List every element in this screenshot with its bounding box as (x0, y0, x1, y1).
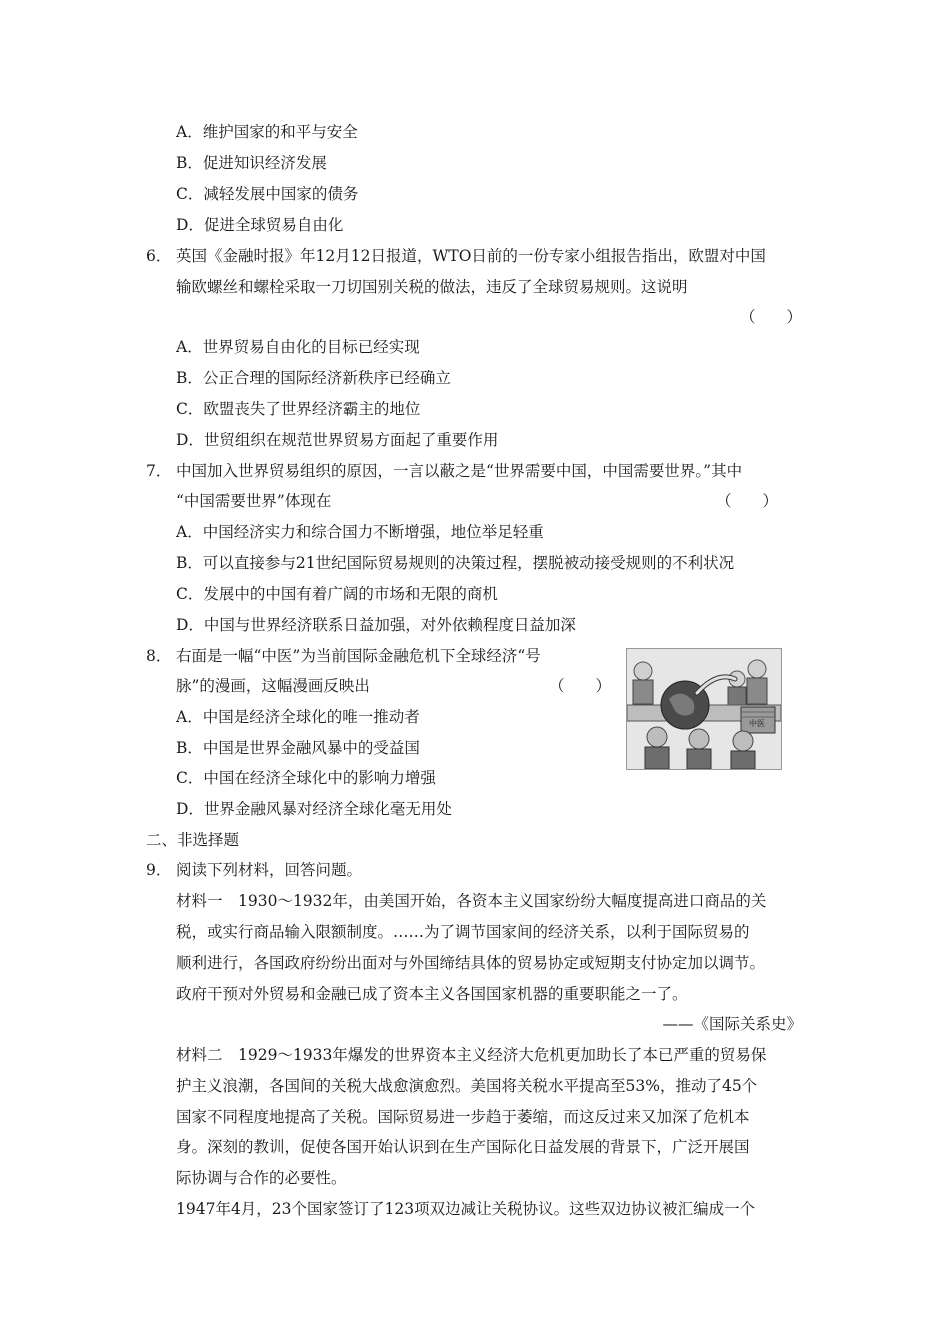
q6-stem-line2: 输欧螺丝和螺栓采取一刀切国别关税的做法，违反了全球贸易规则。这说明 (176, 278, 688, 296)
q7-option-b: B．可以直接参与21世纪国际贸易规则的决策过程，摆脱被动接受规则的不利状况 (176, 554, 735, 572)
q5-option-a: A．维护国家的和平与安全 (176, 123, 358, 141)
q7-answer-bracket: （ ） (716, 492, 779, 510)
q9-material2-line5: 际协调与合作的必要性。 (176, 1169, 347, 1187)
q8-stem-line1: 右面是一幅“中医”为当前国际金融危机下全球经济“号 (176, 647, 541, 665)
q8-option-b: B．中国是世界金融风暴中的受益国 (176, 739, 420, 757)
q9-number: 9． (146, 861, 172, 879)
q7-option-c: C．发展中的中国有着广阔的市场和无限的商机 (176, 585, 498, 603)
q9-material1-source: ——《国际关系史》 (662, 1015, 802, 1033)
q6-stem-line1: 英国《金融时报》年12月12日报道，WTO日前的一份专家小组报告指出，欧盟对中国 (176, 247, 766, 265)
q9-material2-line6: 1947年4月，23个国家签订了123项双边减让关税协议。这些双边协议被汇编成一个 (176, 1200, 756, 1218)
q9-material2-line1: 材料二 1929～1933年爆发的世界资本主义经济大危机更加助长了本已严重的贸易保 (176, 1046, 767, 1064)
q9-material1-line1: 材料一 1930～1932年，由美国开始，各资本主义国家纷纷大幅度提高进口商品的关 (176, 892, 767, 910)
q7-option-d: D．中国与世界经济联系日益加强，对外依赖程度日益加深 (176, 616, 576, 634)
q6-answer-bracket: （ ） (739, 308, 802, 326)
q8-option-c: C．中国在经济全球化中的影响力增强 (176, 769, 436, 787)
q9-material1-line4: 政府干预对外贸易和金融已成了资本主义各国国家机器的重要职能之一了。 (176, 985, 688, 1003)
q6-option-a: A．世界贸易自由化的目标已经实现 (176, 338, 420, 356)
q7-stem-line1: 中国加入世界贸易组织的原因，一言以蔽之是“世界需要中国，中国需要世界。”其中 (176, 462, 743, 480)
chinese-doctor-cartoon (626, 648, 782, 770)
q9-material1-line2: 税，或实行商品输入限额制度。……为了调节国家间的经济关系，以利于国际贸易的 (176, 923, 750, 941)
q5-option-c: C．减轻发展中国家的债务 (176, 185, 359, 203)
q8-option-d: D．世界金融风暴对经济全球化毫无用处 (176, 800, 452, 818)
cartoon-label: 中医 (749, 719, 765, 728)
q8-answer-bracket: （ ） (549, 677, 612, 695)
q6-option-b: B．公正合理的国际经济新秩序已经确立 (176, 369, 451, 387)
q9-material2-line3: 国家不同程度地提高了关税。国际贸易进一步趋于萎缩，而这反过来又加深了危机本 (176, 1108, 750, 1126)
q8-option-a: A．中国是经济全球化的唯一推动者 (176, 708, 420, 726)
q6-option-d: D．世贸组织在规范世界贸易方面起了重要作用 (176, 431, 499, 449)
q9-stem: 阅读下列材料，回答问题。 (176, 861, 363, 879)
q5-option-b: B．促进知识经济发展 (176, 154, 327, 172)
q7-number: 7． (146, 462, 172, 480)
q9-material1-line3: 顺利进行，各国政府纷纷出面对与外国缔结具体的贸易协定或短期支付协定加以调节。 (176, 954, 766, 972)
section-title: 二、非选择题 (146, 831, 240, 849)
q9-material2-line4: 身。深刻的教训，促使各国开始认识到在生产国际化日益发展的背景下，广泛开展国 (176, 1138, 750, 1156)
q8-number: 8． (146, 647, 172, 665)
q7-option-a: A．中国经济实力和综合国力不断增强，地位举足轻重 (176, 523, 544, 541)
q6-number: 6． (146, 247, 172, 265)
q7-stem-line2: “中国需要世界”体现在 (176, 492, 332, 510)
q6-option-c: C．欧盟丧失了世界经济霸主的地位 (176, 400, 421, 418)
q9-material2-line2: 护主义浪潮，各国间的关税大战愈演愈烈。美国将关税水平提高至53%，推动了45个 (176, 1077, 758, 1095)
q5-option-d: D．促进全球贸易自由化 (176, 216, 344, 234)
q8-stem-line2: 脉”的漫画，这幅漫画反映出 (176, 677, 370, 695)
